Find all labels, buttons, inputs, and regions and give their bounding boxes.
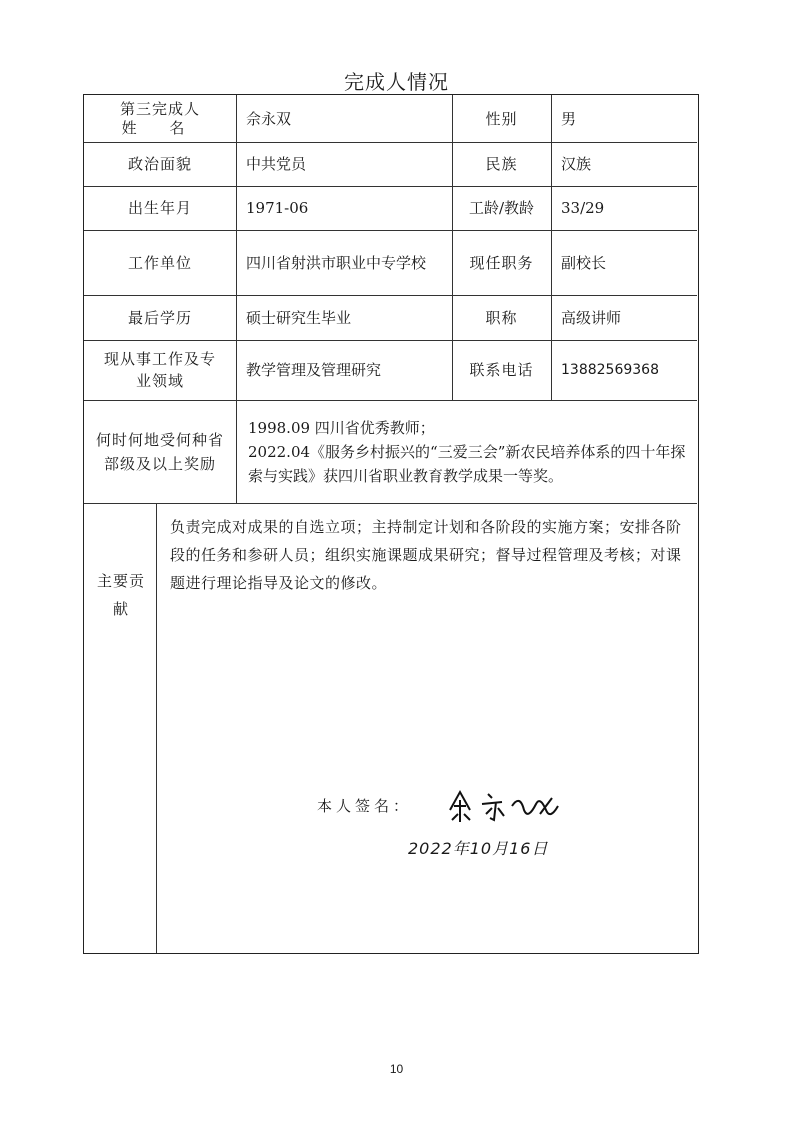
label-ethnicity: 民族 [485, 155, 518, 173]
label-birth-date: 出生年月 [127, 199, 192, 217]
label-awards: 何时何地受何种省部级及以上奖励 [96, 430, 225, 473]
signature-date: 2022年10月16日 [408, 839, 549, 858]
page-title: 完成人情况 [344, 70, 449, 94]
label-name [84, 95, 236, 142]
label-political-status: 政治面貌 [127, 155, 192, 173]
value-birth-date: 1971-06 [246, 199, 309, 217]
value-education: 硕士研究生毕业 [246, 308, 352, 327]
award-item: 1998.09 四川省优秀教师； [248, 418, 435, 437]
contribution-text: 负责完成对成果的自选立项；主持制定计划和各阶段的实施方案；安排各阶段的任务和参研人员；组织实施课题成果研究；督导过程管理及考核；对课题进行理论指导及论文的修改。 [170, 518, 682, 592]
handwritten-signature [440, 780, 580, 834]
label-education: 最后学历 [127, 308, 192, 327]
awards-content [236, 400, 697, 503]
value-phone: 13882569368 [561, 362, 659, 378]
value-work-unit: 四川省射洪市职业中专学校 [246, 253, 427, 272]
value-political-status: 中共党员 [246, 155, 307, 173]
value-ethnicity: 汉族 [561, 155, 592, 173]
label-current-position: 现任职务 [469, 253, 534, 272]
label-gender: 性别 [485, 109, 518, 128]
value-name: 佘永双 [246, 109, 292, 128]
value-field: 教学管理及管理研究 [246, 361, 382, 379]
label-field: 现从事工作及专业领域 [103, 350, 216, 390]
label-title: 职称 [485, 308, 518, 327]
signature-label: 本人签名： [317, 797, 413, 815]
label-name-line1: 第三完成人 [119, 99, 200, 118]
value-current-position: 副校长 [561, 253, 607, 272]
label-phone: 联系电话 [469, 361, 534, 379]
personnel-form [83, 94, 699, 954]
label-contribution: 主要贡献 [96, 572, 145, 618]
value-title: 高级讲师 [561, 308, 622, 327]
award-item: 2022.04《服务乡村振兴的“三爱三会”新农民培养体系的四十年探索与实践》获四川省职业教育教学成果一等奖。 [248, 442, 686, 485]
label-work-unit: 工作单位 [127, 253, 192, 272]
label-name-line2: 姓 名 [121, 118, 199, 137]
value-service-years: 33/29 [561, 199, 605, 217]
page-number: 10 [389, 1062, 404, 1076]
value-gender: 男 [561, 109, 577, 128]
label-service-years: 工龄/教龄 [468, 199, 535, 217]
